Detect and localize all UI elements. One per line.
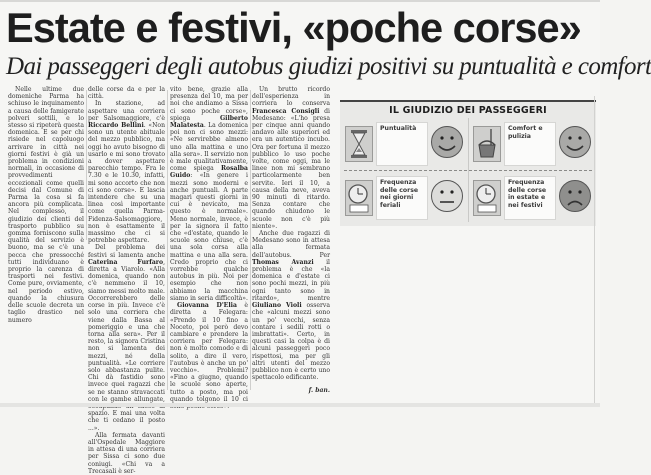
column-divider bbox=[250, 90, 251, 390]
infobox-horizontal-divider bbox=[344, 170, 592, 171]
author-signature: f. ban. bbox=[308, 387, 330, 395]
page-edge-right bbox=[594, 96, 595, 404]
article-headline: Estate e festivi, «poche corse» bbox=[6, 4, 581, 51]
rating-label-box bbox=[504, 122, 556, 166]
rating-item-frequenza-festivi bbox=[470, 174, 594, 220]
article-column-1 bbox=[8, 86, 84, 324]
article-paragraph bbox=[170, 86, 248, 302]
clock-icon bbox=[345, 180, 373, 216]
happy-face-icon bbox=[430, 125, 464, 159]
happy-face-icon bbox=[558, 125, 592, 159]
article-text: Nelle ultime due domeniche Parma ha schiuso le inquinamento a causa delle famigerate polveri sottili, e lo stesso si ripeterà questa domenica. E se per chi risiede nel capoluogo arrivare in città nei giorni festivi è già un problema in condizioni normali, in occasione di provvedimenti eccezionali come quelli decisi dal Comune di Parma la cosa si fa ancora più complicata. Nel complesso, il giudizio dei clienti del trasporto pubblico su gomma forniscono sulla qualità del servizio è buono, ma se c'è una pecca che pressocché tutti individuano è proprio la carenza di trasporti nei festivi. Come pure, ovviamente, nel periodo estivo, quando la chiusura delle scuole decreta un taglio drastico nel numero bbox=[8, 86, 84, 324]
rating-label-box bbox=[504, 176, 556, 220]
rating-item-comfort bbox=[470, 120, 594, 166]
sad-face-icon bbox=[558, 179, 592, 213]
article-subheadline: Dai passeggeri degli autobus giudizi positivi su puntualità e comfort bbox=[6, 53, 651, 80]
hourglass-icon bbox=[345, 126, 373, 162]
page-edge-bottom bbox=[0, 403, 600, 407]
article-text: vito bene, grazie alla presenza del 10, ma per noi che andiamo a Sissa ci sono poche corse», spiega bbox=[170, 86, 248, 122]
article-column-3 bbox=[170, 86, 248, 403]
article-paragraph bbox=[170, 302, 248, 410]
article-text: . La domenica poi non ci sono mezzi: «Ne servirebbe almeno uno alla mattina e uno alla sera». Il servizio non è male qualitativamente, come spiega bbox=[170, 122, 248, 173]
neutral-face-icon bbox=[430, 179, 464, 213]
article-text: Un brutto ricordo dell'esperienza in corriera lo conserva bbox=[252, 86, 330, 108]
article-text: : «In genere i mezzi sono moderni e anche puntuali. A parte magari questi giorni in cui è nevicato, ma questo è normale». Meno normale, invece, è per la signora il fatto che «d'estate, quando le scuole sono chiuse, c'è una sola corsa alla mattina e una alla sera. Credo proprio che ci vorrebbe qualche autobus in più. Noi per esempio che non abbiamo la macchina siamo in seria difficoltà». bbox=[170, 172, 248, 302]
article-paragraph bbox=[88, 432, 165, 475]
bucket-icon bbox=[473, 126, 501, 162]
article-text: delle corse da e per la città. bbox=[88, 86, 165, 101]
interviewee-name: Riccardo Bellini bbox=[88, 122, 144, 130]
column-divider bbox=[167, 90, 168, 390]
column-divider bbox=[86, 90, 87, 240]
article-paragraph bbox=[88, 86, 165, 100]
interviewee-name: Thomas Avanzi bbox=[252, 258, 314, 266]
interviewee-name: Rosalba Guido bbox=[170, 165, 248, 180]
rating-item-frequenza-feriali bbox=[342, 174, 466, 220]
rating-item-puntualita bbox=[342, 120, 466, 166]
rating-label: Comfort e pulizia bbox=[508, 125, 543, 140]
article-text: Del problema dei festivi si lamenta anche bbox=[88, 244, 165, 259]
rating-label-box bbox=[376, 176, 428, 220]
rating-label: Puntualità bbox=[380, 125, 417, 132]
passenger-rating-infobox bbox=[340, 100, 596, 226]
article-paragraph bbox=[8, 86, 84, 324]
article-text: Alla fermata davanti all'Ospedale Maggiore in attesa di una corriera per Sissa ci sono due coniugi. «Chi va a Trecasali è ser- bbox=[88, 431, 165, 475]
infobox-title: IL GIUDIZIO DEI PASSEGGERI bbox=[389, 105, 547, 116]
clock-icon bbox=[473, 180, 501, 216]
interviewee-name: Francesca Consigli bbox=[252, 107, 320, 115]
article-text: di Medesano: «L'ho presa per cinque anni quando andavo alle superiori ed era un autentico incubo. Ora per fortuna il mezzo pubblico lo uso poche volte, come oggi, ma le linee non mi sembrano particolarmente ben servite. Ieri il 10, a causa della neve, aveva 90 minuti di ritardo. Senza contare che quando chiudono le scuole non c'è più niente». bbox=[252, 107, 330, 230]
article-paragraph bbox=[252, 230, 330, 381]
article-column-4 bbox=[252, 86, 330, 395]
interviewee-name: Giovanna D'Elia bbox=[177, 302, 237, 310]
article-text: , diretta a Viarolo. «Alla domenica, quando non c'è nemmeno il 10, siamo messi molto male. Occorrerebbero delle corse in più. Invece c'è solo una corriera che viene dalla Bassa al pomeriggio e una che torna alla sera». Per il resto, la signora Cristina non si lamenta dei mezzi, né della puntualità. «Le corriere solo abbastanza pulite. Chi dà fastidio sono invece quei ragazzi che se ne stanno stravaccati con le gambe allungate, spazio. E mai una volta che ti cedano il posto ...». bbox=[88, 258, 165, 432]
rating-label-box bbox=[376, 122, 428, 166]
article-column-2 bbox=[88, 86, 165, 475]
article-text: In stazione, ad aspettare una corriera per Salsomaggiore, c'è bbox=[88, 100, 165, 122]
rating-label: Frequenza delle corse nei giorni feriali bbox=[380, 179, 419, 209]
article-text: . «Non sono un utente abituale del mezzo pubblico, ma oggi ho avuto bisogno di usarlo e mi sono trovato a dover aspettare parecchio tempo. Fra le 7.30 e le 10.30, infatti, mi sono accorto che non ci sono corse». E lascia intendere che su una linea così importante come quella Parma-Fidenza-Salsomaggiore, non è esattamente il massimo che ci si potrebbe aspettare. bbox=[88, 122, 165, 245]
interviewee-name: Giuliano Violi bbox=[252, 302, 302, 310]
rating-label: Frequenza delle corse in estate e nei festivi bbox=[508, 179, 547, 209]
article-text: Anche due ragazzi di Medesano sono in attesa alla fermata dell'autobus. Per bbox=[252, 230, 330, 259]
interviewee-name: Gilberto Malatesta bbox=[170, 114, 248, 130]
article-paragraph bbox=[252, 86, 330, 230]
article-paragraph bbox=[88, 100, 165, 244]
article-text: osserva che «alcuni mezzi sono un po' vecchi, senza contare i sedili rotti o imbrattati». Certo, in questi casi la colpa è di alcuni passeggeri poco rispettosi, ma per gli altri utenti del mezzo pubblico non è certo uno spettacolo edificante. bbox=[252, 302, 330, 382]
article-text: è diretta a Felegara: «Prendo il 10 fino a Noceto, poi però devo cambiare e prendere la corriera per Felegara: non è molto comodo e di solito, a dire il vero, l'autobus è anche un po' vecchio». Problemi? «Fino a giugno, quando le scuole sono aperte, tutto a posto, ma poi quando tolgono il 10 ci bbox=[170, 302, 248, 403]
interviewee-name: Caterina Furfaro bbox=[88, 258, 164, 266]
article-text: il problema è che «la domenica e d'estate ci sono pochi mezzi, in più ogni tanto sono in ritardo», mentre bbox=[252, 258, 330, 302]
page-edge-top bbox=[0, 0, 600, 2]
